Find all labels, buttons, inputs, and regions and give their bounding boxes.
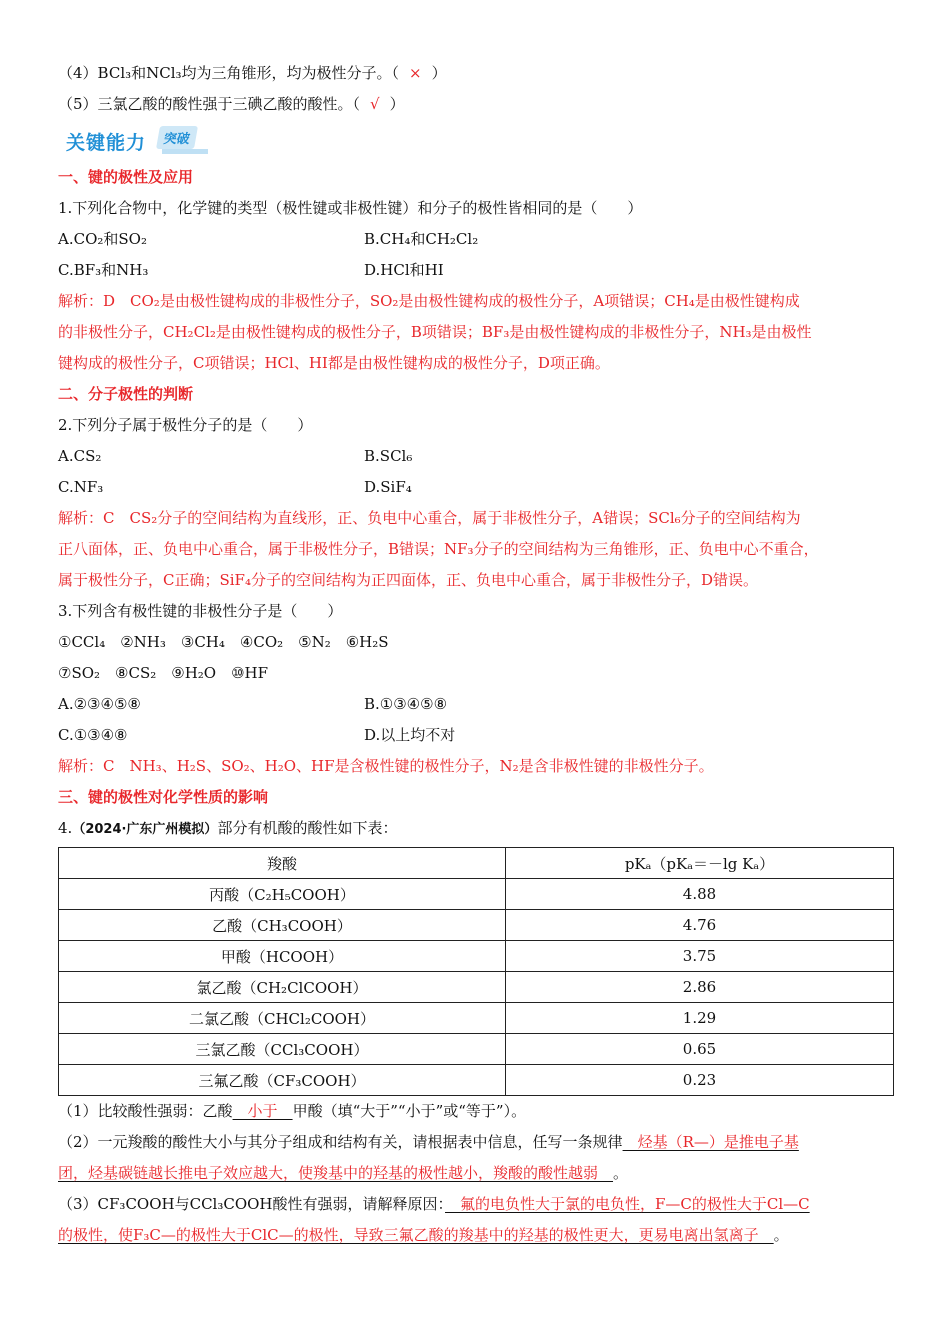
q2-answer-line2: 正八面体，正、负电中心重合，属于非极性分子，B错误；NF₃分子的空间结构为三角锥形，正、负电中心不重合，: [58, 540, 819, 558]
acid-table: [58, 847, 894, 1096]
q1-option-c: C.BF₃和NH₃: [58, 261, 149, 279]
key-ability-banner: [62, 124, 894, 160]
q1-stem: 1.下列化合物中，化学键的类型（极性键或非极性键）和分子的极性皆相同的是（ ）: [58, 199, 643, 217]
table-cell: 丙酸（C₂H₅COOH）: [59, 879, 506, 910]
table-header-row: [59, 848, 894, 879]
q3-option-d: D.以上均不对: [364, 726, 456, 744]
q2-option-c: C.NF₃: [58, 478, 104, 496]
q1-option-b: B.CH₄和CH₂Cl₂: [364, 230, 479, 248]
q3-option-c: C.①③④⑧: [58, 726, 128, 744]
table-row: [59, 972, 894, 1003]
q3-answer-line1: 解析：C NH₃、H₂S、SO₂、H₂O、HF是含极性键的极性分子，N₂是含非极性键的非极性分子。: [58, 757, 714, 775]
section-heading-1: 一、键的极性及应用: [58, 168, 194, 186]
table-cell: 2.86: [506, 972, 894, 1003]
q4-part2-line2: 团，烃基碳链越长推电子效应越大，使羧基中的羟基的极性越小，羧酸的酸性越弱 。: [58, 1164, 629, 1182]
table-cell: 三氟乙酸（CF₃COOH）: [59, 1065, 506, 1096]
section-heading-2: 二、分子极性的判断: [58, 385, 194, 403]
table-cell: 0.65: [506, 1034, 894, 1065]
q4-part2-answer-cont: 团，烃基碳链越长推电子效应越大，使羧基中的羟基的极性越小，羧酸的酸性越弱: [58, 1164, 614, 1182]
q2-options-row2: [58, 472, 894, 503]
table-cell: 4.76: [506, 910, 894, 941]
table-cell: 乙酸（CH₃COOH）: [59, 910, 506, 941]
table-row: [59, 1065, 894, 1096]
q3-option-a: A.②③④⑤⑧: [58, 695, 141, 713]
answer-mark-right: √: [370, 95, 380, 113]
q4-part3-line1: （3）CF₃COOH与CCl₃COOH酸性有强弱，请解释原因： 氟的电负性大于氯的电负性，F—C的极性大于Cl—C: [58, 1195, 810, 1213]
table-cell: 0.23: [506, 1065, 894, 1096]
q2-options-row1: [58, 441, 894, 472]
table-header: pKₐ（pKₐ＝－lg Kₐ）: [506, 848, 894, 879]
section-heading-3: 三、键的极性对化学性质的影响: [58, 788, 269, 806]
q1-answer-line1: 解析：D CO₂是由极性键构成的非极性分子，SO₂是由极性键构成的极性分子，A项错误；CH₄是由极性键构成: [58, 292, 800, 310]
banner-bar: [162, 149, 208, 154]
table-row: [59, 941, 894, 972]
q1-option-a: A.CO₂和SO₂: [58, 230, 147, 248]
q1-options-row2: [58, 255, 894, 286]
table-row: [59, 910, 894, 941]
q4-part1: （1）比较酸性强弱：乙酸 小于 甲酸（填“大于”“小于”或“等于”）。: [58, 1102, 527, 1120]
banner-title: 关键能力: [66, 132, 147, 154]
q2-option-a: A.CS₂: [58, 447, 102, 465]
table-cell: 1.29: [506, 1003, 894, 1034]
q3-list2: ⑦SO₂ ⑧CS₂ ⑨H₂O ⑩HF: [58, 664, 269, 682]
table-cell: 甲酸（HCOOH）: [59, 941, 506, 972]
prev-q5: （5）三氯乙酸的酸性强于三碘乙酸的酸性。（ √ ）: [58, 95, 405, 113]
table-header: 羧酸: [59, 848, 506, 879]
q4-part1-answer: 小于: [232, 1102, 293, 1120]
q1-option-d: D.HCl和HI: [364, 261, 444, 279]
table-row: [59, 1034, 894, 1065]
q4-part2-line1: （2）一元羧酸的酸性大小与其分子组成和结构有关，请根据表中信息，任写一条规律 烃基（R—）是推电子基: [58, 1133, 799, 1151]
q4-part3-answer-cont: 的极性，使F₃C—的极性大于ClC—的极性，导致三氟乙酸的羧基中的羟基的极性更大，更易电离出氢离子: [58, 1226, 774, 1244]
q2-option-d: D.SiF₄: [364, 478, 412, 496]
table-cell: 3.75: [506, 941, 894, 972]
q4-source: （2024·广东广州模拟）: [72, 822, 218, 837]
document-page: [58, 58, 894, 1251]
q4-stem: 4.（2024·广东广州模拟）部分有机酸的酸性如下表：: [58, 819, 398, 837]
q3-stem: 3.下列含有极性键的非极性分子是（ ）: [58, 602, 343, 620]
q2-answer-line1: 解析：C CS₂分子的空间结构为直线形，正、负电中心重合，属于非极性分子，A错误；SCl₆分子的空间结构为: [58, 509, 801, 527]
table-cell: 三氯乙酸（CCl₃COOH）: [59, 1034, 506, 1065]
table-cell: 二氯乙酸（CHCl₂COOH）: [59, 1003, 506, 1034]
table-cell: 4.88: [506, 879, 894, 910]
q4-part2-answer: 烃基（R—）是推电子基: [622, 1133, 799, 1151]
table-row: [59, 879, 894, 910]
prev-q4: （4）BCl₃和NCl₃均为三角锥形，均为极性分子。（ × ）: [58, 64, 447, 82]
q1-options-row1: [58, 224, 894, 255]
q2-answer-line3: 属于极性分子，C正确；SiF₄分子的空间结构为正四面体，正、负电中心重合，属于非极性分子，D错误。: [58, 571, 759, 589]
q1-answer-line3: 键构成的极性分子，C项错误；HCl、HI都是由极性键构成的极性分子，D项正确。: [58, 354, 610, 372]
answer-mark-wrong: ×: [409, 64, 422, 82]
table-cell: 氯乙酸（CH₂ClCOOH）: [59, 972, 506, 1003]
banner-tag: 突破: [156, 126, 198, 149]
q4-part3-line2: 的极性，使F₃C—的极性大于ClC—的极性，导致三氟乙酸的羧基中的羟基的极性更大，更易电离出氢离子 。: [58, 1226, 789, 1244]
q3-options-row1: [58, 689, 894, 720]
table-row: [59, 1003, 894, 1034]
q2-stem: 2.下列分子属于极性分子的是（ ）: [58, 416, 313, 434]
q3-list1: ①CCl₄ ②NH₃ ③CH₄ ④CO₂ ⑤N₂ ⑥H₂S: [58, 633, 389, 651]
q4-part3-answer: 氟的电负性大于氯的电负性，F—C的极性大于Cl—C: [445, 1195, 810, 1213]
q3-options-row2: [58, 720, 894, 751]
q3-option-b: B.①③④⑤⑧: [364, 695, 448, 713]
q2-option-b: B.SCl₆: [364, 447, 413, 465]
q1-answer-line2: 的非极性分子，CH₂Cl₂是由极性键构成的极性分子，B项错误；BF₃是由极性键构成的非极性分子，NH₃是由极性: [58, 323, 812, 341]
